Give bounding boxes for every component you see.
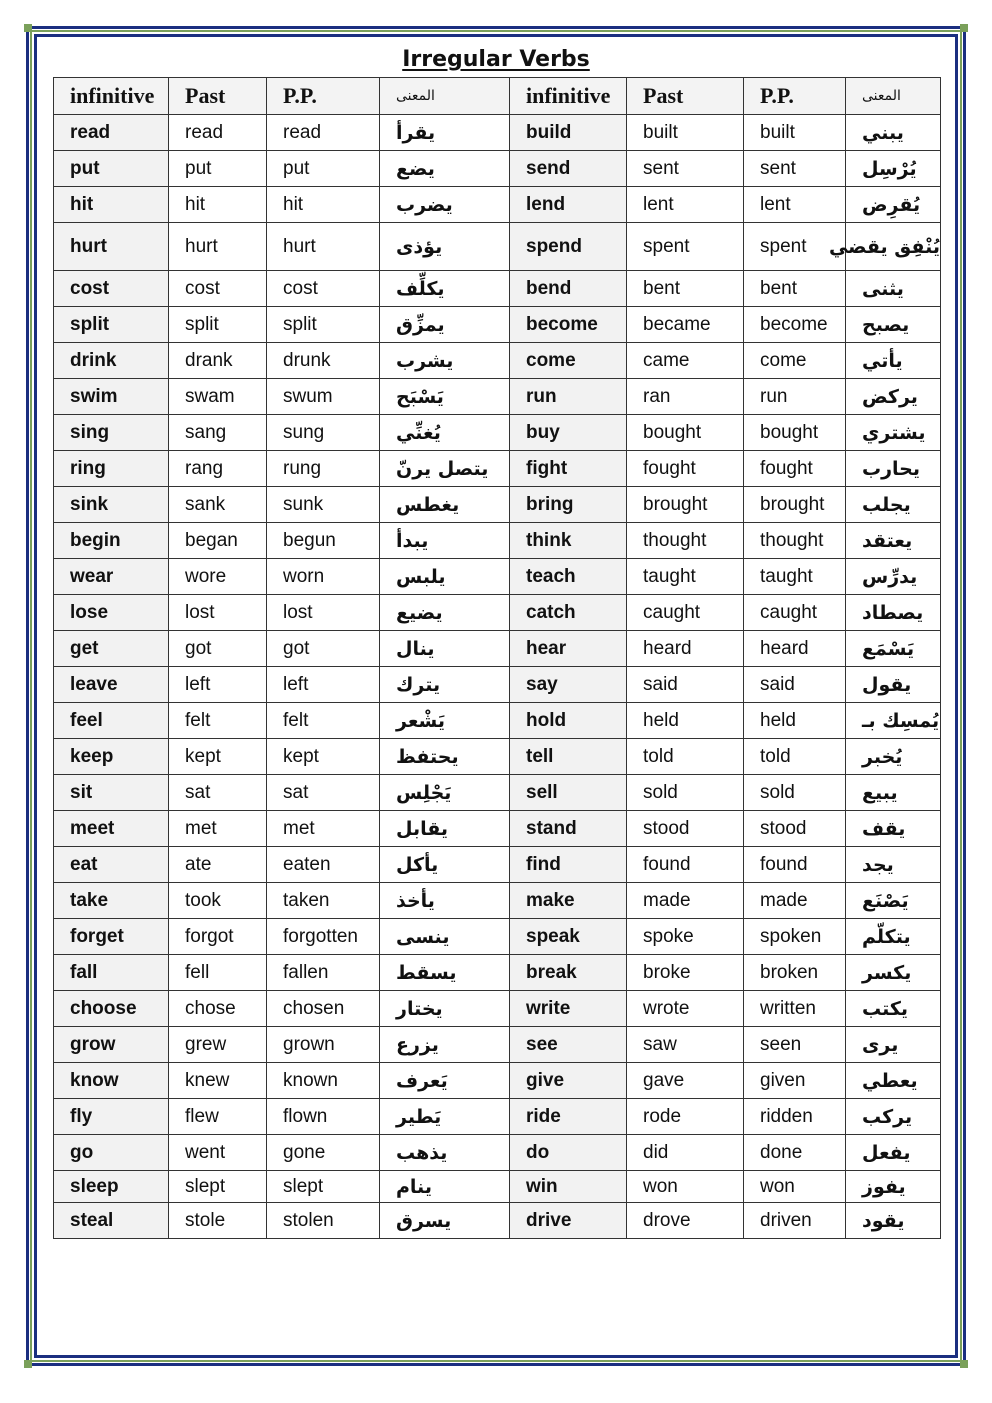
cell-past-participle: left bbox=[267, 667, 380, 703]
cell-meaning-2: يصبح bbox=[846, 307, 941, 343]
cell-meaning-2: يجد bbox=[846, 847, 941, 883]
cell-past-2: spent bbox=[627, 223, 744, 271]
cell-infinitive: split bbox=[54, 307, 169, 343]
cell-past: ate bbox=[169, 847, 267, 883]
cell-meaning: يختار bbox=[380, 991, 510, 1027]
cell-meaning: يغطس bbox=[380, 487, 510, 523]
cell-past-2: gave bbox=[627, 1063, 744, 1099]
table-row bbox=[54, 187, 941, 223]
cell-meaning: يؤذى bbox=[380, 223, 510, 271]
cell-past-participle-2: thought bbox=[744, 523, 846, 559]
cell-past-2: thought bbox=[627, 523, 744, 559]
cell-past: sang bbox=[169, 415, 267, 451]
cell-past-participle-2: found bbox=[744, 847, 846, 883]
cell-past: took bbox=[169, 883, 267, 919]
cell-infinitive-2: say bbox=[510, 667, 627, 703]
cell-past-2: found bbox=[627, 847, 744, 883]
cell-past-participle-2: ridden bbox=[744, 1099, 846, 1135]
cell-past-participle: worn bbox=[267, 559, 380, 595]
table-row bbox=[54, 151, 941, 187]
cell-infinitive: sing bbox=[54, 415, 169, 451]
cell-past-2: sent bbox=[627, 151, 744, 187]
cell-meaning: يقرأ bbox=[380, 115, 510, 151]
cell-meaning-2: يُرْسِل bbox=[846, 151, 941, 187]
cell-past-2: did bbox=[627, 1135, 744, 1171]
cell-infinitive: put bbox=[54, 151, 169, 187]
table-row bbox=[54, 847, 941, 883]
cell-past-2: bought bbox=[627, 415, 744, 451]
cell-meaning: يأكل bbox=[380, 847, 510, 883]
cell-infinitive-2: hear bbox=[510, 631, 627, 667]
cell-meaning: يَطير bbox=[380, 1099, 510, 1135]
table-row bbox=[54, 1063, 941, 1099]
table-row bbox=[54, 307, 941, 343]
cell-past-participle: split bbox=[267, 307, 380, 343]
cell-past-participle-2: written bbox=[744, 991, 846, 1027]
table-header-row bbox=[54, 78, 941, 115]
cell-past-participle: taken bbox=[267, 883, 380, 919]
table-row bbox=[54, 271, 941, 307]
header-past-participle: P.P. bbox=[267, 78, 380, 115]
cell-infinitive-2: win bbox=[510, 1171, 627, 1203]
cell-past-participle-2: won bbox=[744, 1171, 846, 1203]
table-row bbox=[54, 379, 941, 415]
cell-past: put bbox=[169, 151, 267, 187]
cell-infinitive: steal bbox=[54, 1203, 169, 1239]
header-infinitive-2: infinitive bbox=[510, 78, 627, 115]
cell-meaning: ينال bbox=[380, 631, 510, 667]
table-row bbox=[54, 559, 941, 595]
cell-past-2: ran bbox=[627, 379, 744, 415]
cell-past-participle: lost bbox=[267, 595, 380, 631]
cell-past-participle: read bbox=[267, 115, 380, 151]
cell-infinitive: hit bbox=[54, 187, 169, 223]
cell-infinitive-2: buy bbox=[510, 415, 627, 451]
cell-past: got bbox=[169, 631, 267, 667]
cell-past: slept bbox=[169, 1171, 267, 1203]
cell-past-2: sold bbox=[627, 775, 744, 811]
cell-past-participle: fallen bbox=[267, 955, 380, 991]
cell-infinitive-2: drive bbox=[510, 1203, 627, 1239]
cell-past-2: lent bbox=[627, 187, 744, 223]
cell-past-participle-2: heard bbox=[744, 631, 846, 667]
cell-past-participle: drunk bbox=[267, 343, 380, 379]
cell-past-participle-2: lent bbox=[744, 187, 846, 223]
cell-infinitive-2: spend bbox=[510, 223, 627, 271]
cell-infinitive: drink bbox=[54, 343, 169, 379]
cell-meaning: يضيع bbox=[380, 595, 510, 631]
border-corner-top-left bbox=[24, 24, 32, 32]
cell-meaning-2: يركض bbox=[846, 379, 941, 415]
cell-past-participle-2: spoken bbox=[744, 919, 846, 955]
cell-infinitive-2: bring bbox=[510, 487, 627, 523]
cell-infinitive-2: stand bbox=[510, 811, 627, 847]
cell-meaning-2: يتكلّم bbox=[846, 919, 941, 955]
cell-meaning: يحتفظ bbox=[380, 739, 510, 775]
cell-past-2: bent bbox=[627, 271, 744, 307]
cell-meaning: يسرق bbox=[380, 1203, 510, 1239]
table-row bbox=[54, 1171, 941, 1203]
cell-infinitive-2: speak bbox=[510, 919, 627, 955]
cell-meaning-2: يقود bbox=[846, 1203, 941, 1239]
cell-infinitive: keep bbox=[54, 739, 169, 775]
cell-meaning-2: يفعل bbox=[846, 1135, 941, 1171]
cell-meaning: يزرع bbox=[380, 1027, 510, 1063]
cell-past-participle: grown bbox=[267, 1027, 380, 1063]
cell-meaning: يَسْبَح bbox=[380, 379, 510, 415]
cell-meaning-2: يعطي bbox=[846, 1063, 941, 1099]
cell-past-participle: sunk bbox=[267, 487, 380, 523]
cell-infinitive: fall bbox=[54, 955, 169, 991]
cell-infinitive-2: fight bbox=[510, 451, 627, 487]
header-meaning-2: المعنى bbox=[846, 78, 941, 115]
table-row bbox=[54, 343, 941, 379]
cell-infinitive-2: lend bbox=[510, 187, 627, 223]
cell-past: swam bbox=[169, 379, 267, 415]
cell-past-2: built bbox=[627, 115, 744, 151]
cell-meaning: يَجْلِس bbox=[380, 775, 510, 811]
cell-past-participle: hurt bbox=[267, 223, 380, 271]
header-past-participle-2: P.P. bbox=[744, 78, 846, 115]
cell-infinitive-2: make bbox=[510, 883, 627, 919]
cell-meaning-2: يفوز bbox=[846, 1171, 941, 1203]
table-row bbox=[54, 451, 941, 487]
cell-meaning-2: يدرِّس bbox=[846, 559, 941, 595]
cell-past: flew bbox=[169, 1099, 267, 1135]
cell-past-2: said bbox=[627, 667, 744, 703]
cell-past: knew bbox=[169, 1063, 267, 1099]
cell-meaning-2: يصطاد bbox=[846, 595, 941, 631]
cell-past-2: fought bbox=[627, 451, 744, 487]
table-row bbox=[54, 955, 941, 991]
cell-past-participle: begun bbox=[267, 523, 380, 559]
cell-past-participle-2: brought bbox=[744, 487, 846, 523]
cell-past-participle-2: stood bbox=[744, 811, 846, 847]
table-row bbox=[54, 991, 941, 1027]
cell-past-participle-2: seen bbox=[744, 1027, 846, 1063]
cell-infinitive: eat bbox=[54, 847, 169, 883]
cell-past-2: told bbox=[627, 739, 744, 775]
cell-past-2: rode bbox=[627, 1099, 744, 1135]
cell-past-participle: cost bbox=[267, 271, 380, 307]
cell-infinitive-2: become bbox=[510, 307, 627, 343]
cell-past-participle-2: run bbox=[744, 379, 846, 415]
cell-meaning-2: يشتري bbox=[846, 415, 941, 451]
table-row bbox=[54, 739, 941, 775]
table-row bbox=[54, 919, 941, 955]
cell-past-participle-2: spent bbox=[744, 223, 846, 271]
cell-meaning-2: يركب bbox=[846, 1099, 941, 1135]
cell-meaning: ينسى bbox=[380, 919, 510, 955]
cell-infinitive: leave bbox=[54, 667, 169, 703]
cell-past: rang bbox=[169, 451, 267, 487]
cell-meaning-2: يثنى bbox=[846, 271, 941, 307]
border-corner-top-right bbox=[960, 24, 968, 32]
cell-past-participle: known bbox=[267, 1063, 380, 1099]
cell-past-participle-2: made bbox=[744, 883, 846, 919]
cell-past: felt bbox=[169, 703, 267, 739]
cell-past: cost bbox=[169, 271, 267, 307]
cell-infinitive-2: see bbox=[510, 1027, 627, 1063]
table-row bbox=[54, 223, 941, 271]
cell-past-participle: chosen bbox=[267, 991, 380, 1027]
cell-meaning: يَعرف bbox=[380, 1063, 510, 1099]
cell-meaning: يمزِّق bbox=[380, 307, 510, 343]
cell-past-2: became bbox=[627, 307, 744, 343]
cell-meaning: يتصل يرنّ bbox=[380, 451, 510, 487]
cell-infinitive: feel bbox=[54, 703, 169, 739]
cell-past-participle: stolen bbox=[267, 1203, 380, 1239]
header-past-2: Past bbox=[627, 78, 744, 115]
cell-past: met bbox=[169, 811, 267, 847]
cell-past-participle-2: bent bbox=[744, 271, 846, 307]
cell-infinitive: take bbox=[54, 883, 169, 919]
border-corner-bottom-left bbox=[24, 1360, 32, 1368]
cell-infinitive: know bbox=[54, 1063, 169, 1099]
cell-meaning: يذهب bbox=[380, 1135, 510, 1171]
cell-infinitive-2: give bbox=[510, 1063, 627, 1099]
cell-meaning-2: يأتي bbox=[846, 343, 941, 379]
cell-meaning-2: يعتقد bbox=[846, 523, 941, 559]
table-row bbox=[54, 1135, 941, 1171]
cell-meaning: يضرب bbox=[380, 187, 510, 223]
cell-meaning-2: يحارب bbox=[846, 451, 941, 487]
cell-past-participle-2: come bbox=[744, 343, 846, 379]
cell-past-participle: forgotten bbox=[267, 919, 380, 955]
page-title bbox=[0, 47, 992, 72]
cell-past-participle-2: caught bbox=[744, 595, 846, 631]
cell-past-2: made bbox=[627, 883, 744, 919]
cell-infinitive-2: catch bbox=[510, 595, 627, 631]
cell-meaning-2: يكسر bbox=[846, 955, 941, 991]
cell-past-participle-2: fought bbox=[744, 451, 846, 487]
cell-past-participle-2: said bbox=[744, 667, 846, 703]
table-row bbox=[54, 523, 941, 559]
table-row bbox=[54, 631, 941, 667]
cell-past: hit bbox=[169, 187, 267, 223]
cell-past-2: stood bbox=[627, 811, 744, 847]
cell-past-participle-2: held bbox=[744, 703, 846, 739]
cell-infinitive: ring bbox=[54, 451, 169, 487]
header-past: Past bbox=[169, 78, 267, 115]
cell-past-2: broke bbox=[627, 955, 744, 991]
cell-past-participle: got bbox=[267, 631, 380, 667]
cell-infinitive: swim bbox=[54, 379, 169, 415]
cell-past: read bbox=[169, 115, 267, 151]
cell-past-participle-2: driven bbox=[744, 1203, 846, 1239]
cell-infinitive-2: ride bbox=[510, 1099, 627, 1135]
cell-past-participle-2: given bbox=[744, 1063, 846, 1099]
table-row bbox=[54, 811, 941, 847]
cell-past-participle-2: taught bbox=[744, 559, 846, 595]
cell-past-2: heard bbox=[627, 631, 744, 667]
header-infinitive: infinitive bbox=[54, 78, 169, 115]
cell-past: split bbox=[169, 307, 267, 343]
cell-past-2: held bbox=[627, 703, 744, 739]
cell-meaning: يشرب bbox=[380, 343, 510, 379]
cell-infinitive: grow bbox=[54, 1027, 169, 1063]
cell-meaning-2: يُمسِك بـ bbox=[846, 703, 941, 739]
cell-infinitive-2: build bbox=[510, 115, 627, 151]
cell-meaning: يبدأ bbox=[380, 523, 510, 559]
cell-infinitive-2: come bbox=[510, 343, 627, 379]
cell-past-participle: kept bbox=[267, 739, 380, 775]
cell-meaning: يسقط bbox=[380, 955, 510, 991]
cell-past-2: saw bbox=[627, 1027, 744, 1063]
cell-meaning-2: يُقرِض bbox=[846, 187, 941, 223]
cell-past-2: brought bbox=[627, 487, 744, 523]
cell-past: sat bbox=[169, 775, 267, 811]
cell-past-participle: met bbox=[267, 811, 380, 847]
cell-past-2: drove bbox=[627, 1203, 744, 1239]
cell-infinitive: choose bbox=[54, 991, 169, 1027]
cell-past: lost bbox=[169, 595, 267, 631]
table-row bbox=[54, 667, 941, 703]
cell-infinitive-2: send bbox=[510, 151, 627, 187]
cell-meaning: يُغنِّي bbox=[380, 415, 510, 451]
cell-infinitive-2: teach bbox=[510, 559, 627, 595]
header-meaning: المعنى bbox=[380, 78, 510, 115]
cell-infinitive: begin bbox=[54, 523, 169, 559]
cell-past-participle: hit bbox=[267, 187, 380, 223]
cell-meaning-2: يبني bbox=[846, 115, 941, 151]
cell-infinitive: sink bbox=[54, 487, 169, 523]
cell-meaning-2: يكتب bbox=[846, 991, 941, 1027]
cell-infinitive: read bbox=[54, 115, 169, 151]
table-row bbox=[54, 1027, 941, 1063]
cell-past-participle-2: sold bbox=[744, 775, 846, 811]
cell-infinitive-2: bend bbox=[510, 271, 627, 307]
cell-infinitive: cost bbox=[54, 271, 169, 307]
cell-meaning-2: يَسْمَع bbox=[846, 631, 941, 667]
cell-meaning-2: يقول bbox=[846, 667, 941, 703]
cell-past-participle-2: sent bbox=[744, 151, 846, 187]
cell-past-participle: eaten bbox=[267, 847, 380, 883]
cell-meaning-2: يَصْنَع bbox=[846, 883, 941, 919]
cell-past-participle-2: built bbox=[744, 115, 846, 151]
border-corner-bottom-right bbox=[960, 1360, 968, 1368]
cell-infinitive: meet bbox=[54, 811, 169, 847]
cell-infinitive-2: do bbox=[510, 1135, 627, 1171]
cell-past-participle: sat bbox=[267, 775, 380, 811]
cell-past-participle: slept bbox=[267, 1171, 380, 1203]
cell-infinitive: fly bbox=[54, 1099, 169, 1135]
cell-past: hurt bbox=[169, 223, 267, 271]
cell-past: sank bbox=[169, 487, 267, 523]
cell-infinitive-2: sell bbox=[510, 775, 627, 811]
cell-meaning-2: يجلب bbox=[846, 487, 941, 523]
page-title-text: Irregular Verbs bbox=[402, 47, 590, 72]
cell-past-participle: gone bbox=[267, 1135, 380, 1171]
cell-past: kept bbox=[169, 739, 267, 775]
table-row bbox=[54, 775, 941, 811]
cell-past-participle-2: done bbox=[744, 1135, 846, 1171]
cell-past: began bbox=[169, 523, 267, 559]
cell-past-participle: sung bbox=[267, 415, 380, 451]
table-row bbox=[54, 703, 941, 739]
cell-meaning-2: يقف bbox=[846, 811, 941, 847]
cell-infinitive: sit bbox=[54, 775, 169, 811]
cell-past: drank bbox=[169, 343, 267, 379]
table-body bbox=[54, 115, 941, 1239]
cell-past-2: won bbox=[627, 1171, 744, 1203]
cell-infinitive-2: hold bbox=[510, 703, 627, 739]
cell-past-participle-2: told bbox=[744, 739, 846, 775]
cell-past: chose bbox=[169, 991, 267, 1027]
table-row bbox=[54, 1099, 941, 1135]
irregular-verbs-table bbox=[53, 77, 941, 1239]
cell-past-participle-2: become bbox=[744, 307, 846, 343]
cell-meaning: ينام bbox=[380, 1171, 510, 1203]
cell-past-2: spoke bbox=[627, 919, 744, 955]
cell-infinitive: hurt bbox=[54, 223, 169, 271]
cell-past: forgot bbox=[169, 919, 267, 955]
cell-past-participle: flown bbox=[267, 1099, 380, 1135]
cell-meaning-2: يُخبر bbox=[846, 739, 941, 775]
cell-meaning: يَشْعر bbox=[380, 703, 510, 739]
table-row bbox=[54, 415, 941, 451]
cell-past-2: came bbox=[627, 343, 744, 379]
cell-meaning: يضع bbox=[380, 151, 510, 187]
cell-past-participle-2: bought bbox=[744, 415, 846, 451]
cell-meaning: يأخذ bbox=[380, 883, 510, 919]
cell-past: fell bbox=[169, 955, 267, 991]
cell-past-participle: felt bbox=[267, 703, 380, 739]
cell-past-participle: swum bbox=[267, 379, 380, 415]
cell-infinitive-2: tell bbox=[510, 739, 627, 775]
cell-past-2: taught bbox=[627, 559, 744, 595]
cell-past: left bbox=[169, 667, 267, 703]
table-row bbox=[54, 595, 941, 631]
table-row bbox=[54, 487, 941, 523]
cell-past: wore bbox=[169, 559, 267, 595]
cell-past-2: wrote bbox=[627, 991, 744, 1027]
cell-meaning: يلبس bbox=[380, 559, 510, 595]
cell-past-participle: put bbox=[267, 151, 380, 187]
cell-infinitive-2: break bbox=[510, 955, 627, 991]
cell-infinitive: forget bbox=[54, 919, 169, 955]
table-row bbox=[54, 1203, 941, 1239]
cell-past-participle: rung bbox=[267, 451, 380, 487]
cell-infinitive-2: find bbox=[510, 847, 627, 883]
cell-infinitive-2: think bbox=[510, 523, 627, 559]
cell-infinitive: get bbox=[54, 631, 169, 667]
cell-infinitive: wear bbox=[54, 559, 169, 595]
table-row bbox=[54, 883, 941, 919]
cell-past: grew bbox=[169, 1027, 267, 1063]
cell-infinitive: sleep bbox=[54, 1171, 169, 1203]
cell-meaning-2: يبيع bbox=[846, 775, 941, 811]
cell-meaning: يقابل bbox=[380, 811, 510, 847]
cell-past: went bbox=[169, 1135, 267, 1171]
cell-past-participle-2: broken bbox=[744, 955, 846, 991]
cell-infinitive-2: run bbox=[510, 379, 627, 415]
cell-past: stole bbox=[169, 1203, 267, 1239]
cell-infinitive: go bbox=[54, 1135, 169, 1171]
table-row bbox=[54, 115, 941, 151]
cell-meaning-2: يرى bbox=[846, 1027, 941, 1063]
cell-meaning-2: يُنْفِق يقضي bbox=[846, 223, 941, 271]
cell-meaning: يترك bbox=[380, 667, 510, 703]
cell-infinitive: lose bbox=[54, 595, 169, 631]
cell-past-2: caught bbox=[627, 595, 744, 631]
cell-meaning: يكلِّف bbox=[380, 271, 510, 307]
cell-infinitive-2: write bbox=[510, 991, 627, 1027]
